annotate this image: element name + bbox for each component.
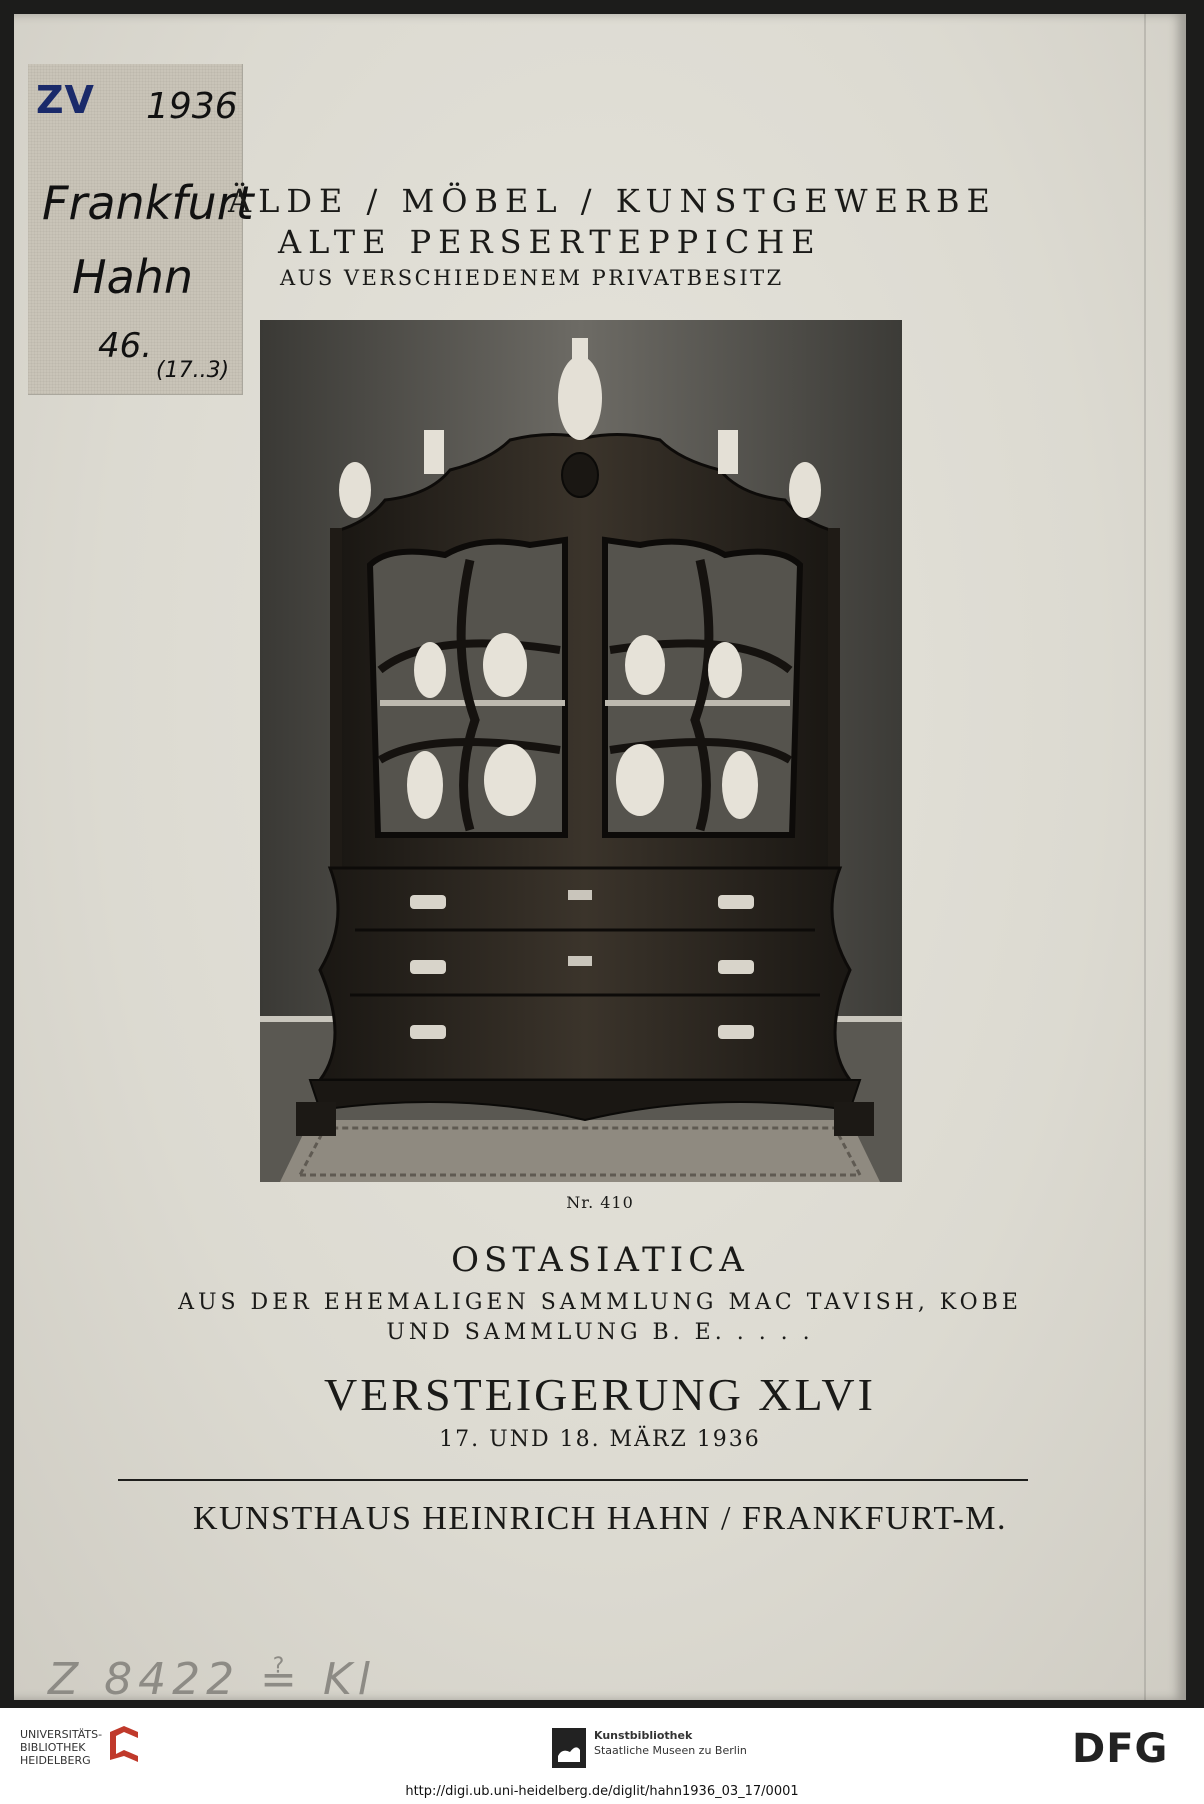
catalog-page — [14, 14, 1186, 1705]
source-url[interactable]: http://digi.ub.uni-heidelberg.de/diglit/hahn1936_03_17/0001 — [405, 1784, 799, 1799]
label-code: ZV — [36, 78, 95, 122]
auction-title: VERSTEIGERUNG XLVI — [324, 1369, 876, 1420]
university-line-2: BIBLIOTHEK — [20, 1741, 86, 1754]
footer-bar — [0, 1708, 1204, 1804]
divider — [118, 1479, 1028, 1481]
kunstbibliothek-logo-icon[interactable] — [552, 1728, 586, 1772]
auction-dates: 17. UND 18. MÄRZ 1936 — [439, 1427, 761, 1452]
title-line-2: ALTE PERSERTEPPICHE — [278, 223, 822, 261]
label-year: 1936 — [146, 86, 238, 127]
cabinet-illustration — [260, 320, 902, 1182]
label-city: Frankfurt — [42, 176, 254, 230]
label-house: Hahn — [72, 250, 194, 304]
kunstbibliothek-name — [594, 1728, 747, 1758]
label-date: (17..3) — [156, 358, 230, 383]
university-line-1: UNIVERSITÄTS- — [20, 1728, 103, 1741]
collection-line-1: AUS DER EHEMALIGEN SAMMLUNG MAC TAVISH, KOBE — [178, 1290, 1022, 1315]
shelfmark-label — [28, 64, 254, 395]
cabinet-photo — [260, 320, 902, 1182]
auction-house: KUNSTHAUS HEINRICH HAHN / FRANKFURT-M. — [192, 1500, 1008, 1537]
section-heading: OSTASIATICA — [451, 1240, 749, 1280]
dfg-logo[interactable]: DFG — [1072, 1726, 1169, 1772]
pencil-annotation: Z 8422 ≟ Kl — [48, 1654, 377, 1705]
photo-caption: Nr. 410 — [566, 1193, 634, 1212]
kb-title: Kunstbibliothek — [594, 1729, 693, 1742]
label-number: 46. — [98, 326, 153, 366]
title-line-1: ÄLDE / MÖBEL / KUNSTGEWERBE — [228, 182, 997, 220]
university-line-3: HEIDELBERG — [20, 1754, 91, 1767]
university-logo-icon[interactable] — [106, 1724, 142, 1768]
university-name — [20, 1728, 102, 1767]
title-line-3: AUS VERSCHIEDENEM PRIVATBESITZ — [280, 266, 784, 290]
kb-subtitle: Staatliche Museen zu Berlin — [594, 1744, 747, 1757]
collection-line-2: UND SAMMLUNG B. E. . . . . — [386, 1320, 814, 1345]
